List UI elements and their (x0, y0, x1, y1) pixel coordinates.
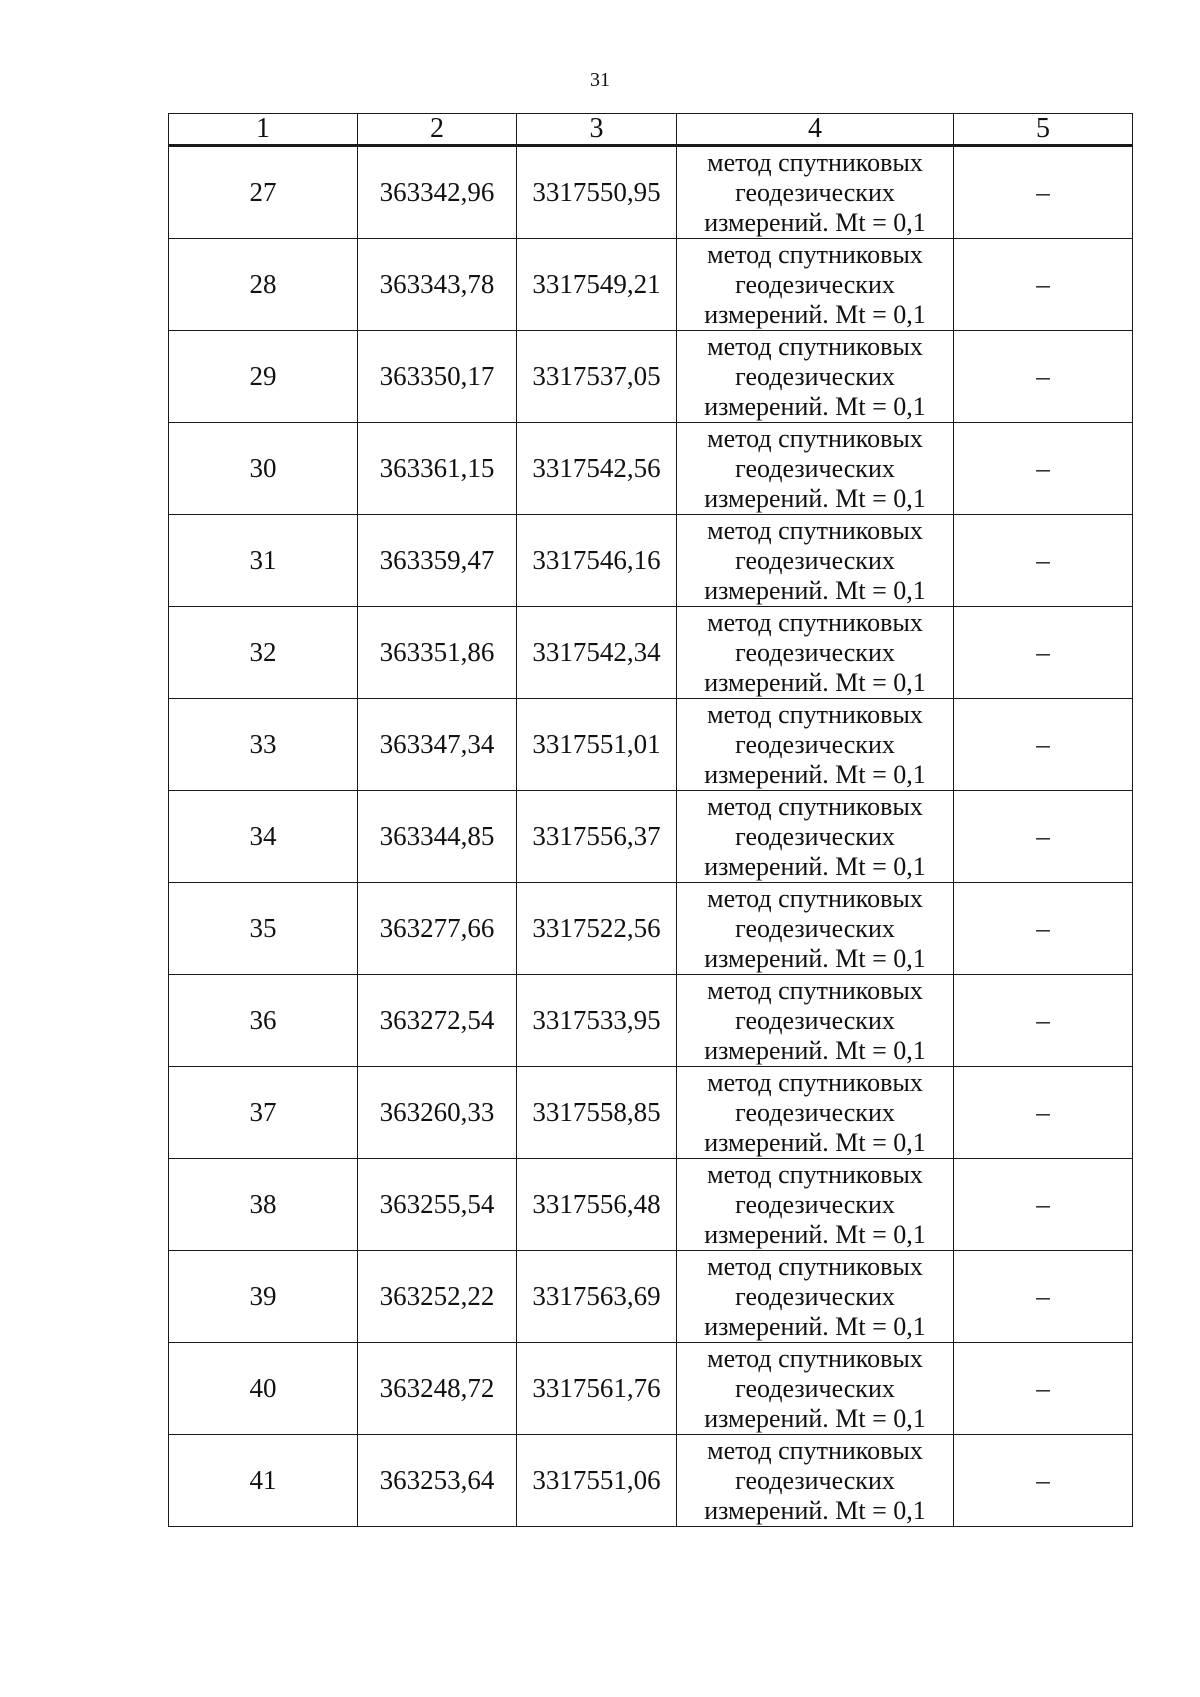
y-coordinate-cell: 3317537,05 (517, 331, 677, 423)
y-coordinate-cell: 3317556,48 (517, 1159, 677, 1251)
point-number-cell: 38 (169, 1159, 358, 1251)
note-cell: – (954, 883, 1133, 975)
method-cell (677, 607, 954, 699)
method-line: измерений. Mt = 0,1 (704, 943, 926, 973)
table-header (169, 114, 1133, 146)
note-cell: – (954, 239, 1133, 331)
header-col-4: 4 (677, 114, 954, 146)
table-row (169, 1435, 1133, 1527)
method-line: измерений. Mt = 0,1 (704, 1219, 926, 1249)
method-line: геодезических (735, 1281, 895, 1311)
method-cell (677, 239, 954, 331)
note-cell: – (954, 331, 1133, 423)
method-line: измерений. Mt = 0,1 (704, 851, 926, 881)
table-row (169, 239, 1133, 331)
method-line: измерений. Mt = 0,1 (704, 1403, 926, 1433)
point-number-cell: 36 (169, 975, 358, 1067)
x-coordinate-cell: 363277,66 (358, 883, 517, 975)
method-line: измерений. Mt = 0,1 (704, 667, 926, 697)
method-cell (677, 1159, 954, 1251)
x-coordinate-cell: 363361,15 (358, 423, 517, 515)
method-line: метод спутниковых (707, 1435, 923, 1465)
x-coordinate-cell: 363344,85 (358, 791, 517, 883)
y-coordinate-cell: 3317550,95 (517, 146, 677, 239)
x-coordinate-cell: 363248,72 (358, 1343, 517, 1435)
table-row (169, 146, 1133, 239)
point-number-cell: 40 (169, 1343, 358, 1435)
table-row (169, 515, 1133, 607)
point-number-cell: 27 (169, 146, 358, 239)
method-line: измерений. Mt = 0,1 (704, 1127, 926, 1157)
note-cell: – (954, 423, 1133, 515)
method-line: геодезических (735, 913, 895, 943)
x-coordinate-cell: 363255,54 (358, 1159, 517, 1251)
note-cell: – (954, 1343, 1133, 1435)
x-coordinate-cell: 363272,54 (358, 975, 517, 1067)
table-row (169, 883, 1133, 975)
method-line: метод спутниковых (707, 423, 923, 453)
method-cell (677, 791, 954, 883)
x-coordinate-cell: 363347,34 (358, 699, 517, 791)
method-line: геодезических (735, 1189, 895, 1219)
y-coordinate-cell: 3317551,06 (517, 1435, 677, 1527)
note-cell: – (954, 146, 1133, 239)
method-line: метод спутниковых (707, 791, 923, 821)
x-coordinate-cell: 363350,17 (358, 331, 517, 423)
method-cell (677, 423, 954, 515)
note-cell: – (954, 791, 1133, 883)
point-number-cell: 33 (169, 699, 358, 791)
point-number-cell: 39 (169, 1251, 358, 1343)
method-line: геодезических (735, 821, 895, 851)
method-line: геодезических (735, 729, 895, 759)
method-line: метод спутниковых (707, 607, 923, 637)
method-line: геодезических (735, 545, 895, 575)
header-col-1: 1 (169, 114, 358, 146)
y-coordinate-cell: 3317561,76 (517, 1343, 677, 1435)
point-number-cell: 28 (169, 239, 358, 331)
x-coordinate-cell: 363343,78 (358, 239, 517, 331)
x-coordinate-cell: 363252,22 (358, 1251, 517, 1343)
y-coordinate-cell: 3317542,56 (517, 423, 677, 515)
table-row (169, 1159, 1133, 1251)
method-line: метод спутниковых (707, 1251, 923, 1281)
note-cell: – (954, 1067, 1133, 1159)
method-cell (677, 331, 954, 423)
table-row (169, 331, 1133, 423)
method-line: метод спутниковых (707, 1067, 923, 1097)
method-cell (677, 515, 954, 607)
method-cell (677, 146, 954, 239)
note-cell: – (954, 607, 1133, 699)
note-cell: – (954, 515, 1133, 607)
method-cell (677, 883, 954, 975)
x-coordinate-cell: 363342,96 (358, 146, 517, 239)
method-line: метод спутниковых (707, 147, 923, 177)
method-line: метод спутниковых (707, 515, 923, 545)
method-line: измерений. Mt = 0,1 (704, 483, 926, 513)
note-cell: – (954, 699, 1133, 791)
method-line: метод спутниковых (707, 883, 923, 913)
point-number-cell: 34 (169, 791, 358, 883)
header-row (169, 114, 1133, 146)
note-cell: – (954, 1159, 1133, 1251)
y-coordinate-cell: 3317549,21 (517, 239, 677, 331)
method-cell (677, 699, 954, 791)
page-number: 31 (590, 69, 610, 91)
method-line: геодезических (735, 361, 895, 391)
method-line: измерений. Mt = 0,1 (704, 207, 926, 237)
method-line: геодезических (735, 453, 895, 483)
y-coordinate-cell: 3317556,37 (517, 791, 677, 883)
method-line: измерений. Mt = 0,1 (704, 299, 926, 329)
method-line: метод спутниковых (707, 239, 923, 269)
table-body (169, 146, 1133, 1527)
table-row (169, 791, 1133, 883)
table-row (169, 1067, 1133, 1159)
method-line: геодезических (735, 1373, 895, 1403)
note-cell: – (954, 1251, 1133, 1343)
table-row (169, 699, 1133, 791)
y-coordinate-cell: 3317546,16 (517, 515, 677, 607)
header-col-2: 2 (358, 114, 517, 146)
method-cell (677, 1251, 954, 1343)
method-line: измерений. Mt = 0,1 (704, 1035, 926, 1065)
method-cell (677, 975, 954, 1067)
note-cell: – (954, 1435, 1133, 1527)
method-cell (677, 1343, 954, 1435)
coordinates-table (168, 113, 1133, 1527)
point-number-cell: 37 (169, 1067, 358, 1159)
note-cell: – (954, 975, 1133, 1067)
x-coordinate-cell: 363253,64 (358, 1435, 517, 1527)
method-line: метод спутниковых (707, 1343, 923, 1373)
point-number-cell: 35 (169, 883, 358, 975)
y-coordinate-cell: 3317558,85 (517, 1067, 677, 1159)
y-coordinate-cell: 3317542,34 (517, 607, 677, 699)
x-coordinate-cell: 363359,47 (358, 515, 517, 607)
method-line: измерений. Mt = 0,1 (704, 759, 926, 789)
point-number-cell: 31 (169, 515, 358, 607)
method-line: геодезических (735, 637, 895, 667)
method-cell (677, 1435, 954, 1527)
method-line: измерений. Mt = 0,1 (704, 1495, 926, 1525)
method-line: геодезических (735, 1097, 895, 1127)
point-number-cell: 32 (169, 607, 358, 699)
table-row (169, 1343, 1133, 1435)
table-row (169, 975, 1133, 1067)
header-col-5: 5 (954, 114, 1133, 146)
method-line: метод спутниковых (707, 1159, 923, 1189)
method-line: измерений. Mt = 0,1 (704, 1311, 926, 1341)
method-line: измерений. Mt = 0,1 (704, 391, 926, 421)
y-coordinate-cell: 3317522,56 (517, 883, 677, 975)
x-coordinate-cell: 363260,33 (358, 1067, 517, 1159)
method-line: геодезических (735, 1465, 895, 1495)
method-line: метод спутниковых (707, 331, 923, 361)
method-line: метод спутниковых (707, 699, 923, 729)
method-line: геодезических (735, 269, 895, 299)
method-cell (677, 1067, 954, 1159)
table-row (169, 607, 1133, 699)
method-line: измерений. Mt = 0,1 (704, 575, 926, 605)
method-line: геодезических (735, 177, 895, 207)
table-row (169, 1251, 1133, 1343)
point-number-cell: 41 (169, 1435, 358, 1527)
y-coordinate-cell: 3317551,01 (517, 699, 677, 791)
point-number-cell: 30 (169, 423, 358, 515)
method-line: метод спутниковых (707, 975, 923, 1005)
table-row (169, 423, 1133, 515)
point-number-cell: 29 (169, 331, 358, 423)
x-coordinate-cell: 363351,86 (358, 607, 517, 699)
method-line: геодезических (735, 1005, 895, 1035)
y-coordinate-cell: 3317563,69 (517, 1251, 677, 1343)
header-col-3: 3 (517, 114, 677, 146)
y-coordinate-cell: 3317533,95 (517, 975, 677, 1067)
